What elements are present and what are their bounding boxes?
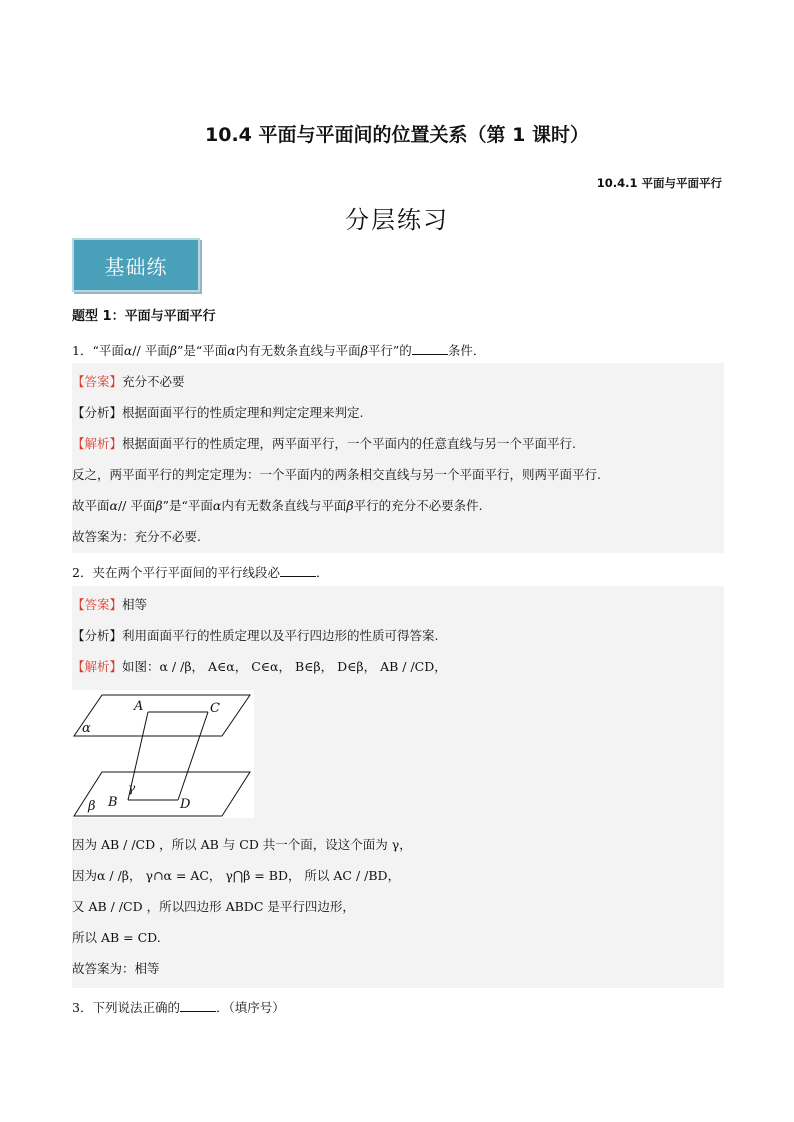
label-a: A bbox=[134, 699, 144, 714]
proof-line-1: 因为 AB / /CD ，所以 AB 与 CD 共一个面，设这个面为 γ， bbox=[72, 837, 412, 852]
page-title: 10.4 平面与平面间的位置关系（第 1 课时） bbox=[205, 124, 589, 146]
label-c: C bbox=[210, 701, 220, 716]
proof-line-4: 所以 AB = CD. bbox=[72, 930, 161, 945]
plane-beta bbox=[74, 772, 250, 816]
answer-blank bbox=[280, 565, 316, 577]
label-d: D bbox=[180, 797, 191, 812]
solution-line-2: 反之，两平面平行的判定定理为：一个平面内的两条相交直线与另一个平面平行，则两平面平行. bbox=[72, 467, 601, 482]
answer-blank bbox=[412, 343, 448, 355]
analysis-line: 【分析】利用面面平行的性质定理以及平行四边形的性质可得答案. bbox=[72, 628, 439, 643]
label-gamma: γ bbox=[128, 781, 136, 795]
proof-line-3: 又 AB / /CD ，所以四边形 ABDC 是平行四边形， bbox=[72, 899, 355, 914]
label-beta: β bbox=[88, 799, 96, 814]
parallel-planes-diagram bbox=[72, 690, 254, 818]
section-title: 10.4.1 平面与平面平行 bbox=[596, 176, 722, 190]
plane-alpha bbox=[74, 695, 250, 736]
answer-blank bbox=[180, 1000, 216, 1012]
question-3: 3．下列说法正确的 ．（填序号） bbox=[72, 1000, 285, 1015]
solution-line: 【解析】根据面面平行的性质定理，两平面平行，一个平面内的任意直线与另一个平面平行. bbox=[72, 436, 576, 451]
label-b: B bbox=[108, 795, 118, 810]
layer-title: 分层练习 bbox=[345, 206, 449, 234]
answer-line: 【答案】充分不必要 bbox=[72, 374, 185, 389]
topic-heading: 题型 1：平面与平面平行 bbox=[72, 309, 216, 324]
segment-cd bbox=[178, 712, 208, 800]
solution-line-3: 故平面α// 平面β”是“平面α内有无数条直线与平面β平行的充分不必要条件. bbox=[72, 498, 483, 513]
label-alpha: α bbox=[82, 721, 91, 736]
level-badge: 基础练 bbox=[72, 238, 200, 292]
question-2: 2．夹在两个平行平面间的平行线段必 ． bbox=[72, 565, 329, 580]
solution-line-4: 故答案为：充分不必要. bbox=[72, 529, 201, 544]
answer-line: 【答案】相等 bbox=[72, 597, 148, 612]
proof-line-2: 因为α / /β， γ∩α = AC， γ⋂β = BD， 所以 AC / /BD， bbox=[72, 868, 401, 883]
proof-line-5: 故答案为：相等 bbox=[72, 961, 160, 976]
answer-panel-1 bbox=[72, 363, 724, 553]
solution-line: 【解析】如图：α / /β， A∈α， C∈α， B∈β， D∈β， AB / /CD， bbox=[72, 659, 447, 674]
analysis-line: 【分析】根据面面平行的性质定理和判定定理来判定. bbox=[72, 405, 364, 420]
question-1: 1．“平面α// 平面β”是“平面α内有无数条直线与平面β平行”的 条件． bbox=[72, 343, 486, 358]
parallel-planes-figure bbox=[72, 690, 254, 818]
